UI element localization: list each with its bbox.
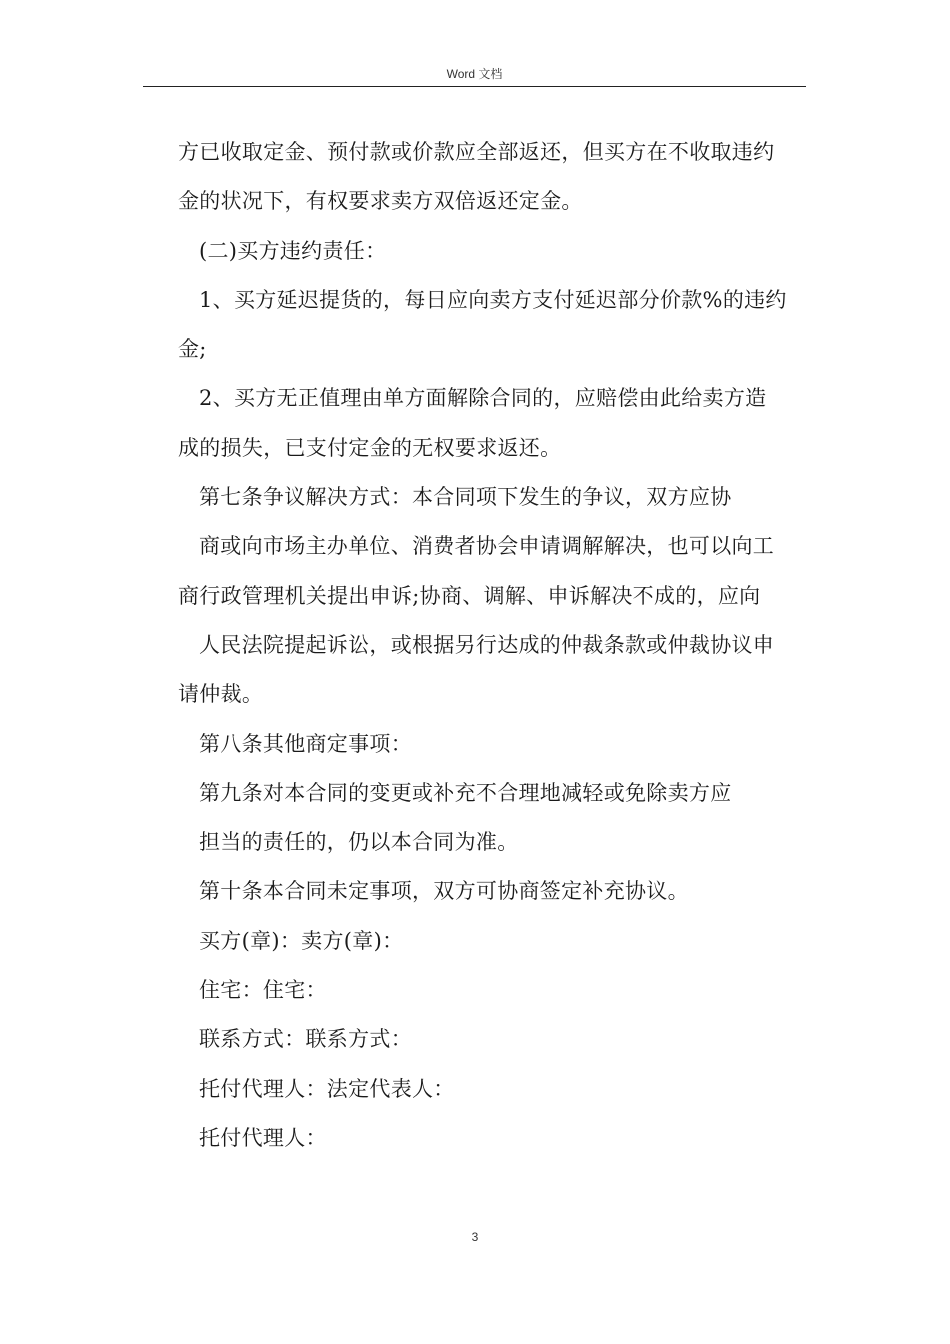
text-line: 第十条本合同未定事项，双方可协商签定补充协议。 xyxy=(199,879,689,904)
text-line: 买方(章)：卖方(章)： xyxy=(199,928,404,953)
text-line: 托付代理人：法定代表人： xyxy=(199,1076,455,1101)
text-line: 金; xyxy=(178,337,207,362)
page-number: 3 xyxy=(471,1230,479,1244)
text-line: 1、买方延迟提货的，每日应向卖方支付延迟部分价款%的违约 xyxy=(199,287,787,312)
text-line: 人民法院提起诉讼，或根据另行达成的仲裁条款或仲裁协议申 xyxy=(199,632,775,657)
text-line: 商行政管理机关提出申诉;协商、调解、申诉解决不成的，应向 xyxy=(178,583,761,608)
text-line: 第八条其他商定事项： xyxy=(199,731,412,756)
text-line: 住宅：住宅： xyxy=(199,978,327,1003)
text-line: 托付代理人： xyxy=(199,1125,327,1150)
page-header: Word 文档 xyxy=(446,67,503,81)
text-line: 第九条对本合同的变更或补充不合理地减轻或免除卖方应 xyxy=(199,780,732,805)
text-line: 金的状况下，有权要求卖方双倍返还定金。 xyxy=(178,189,583,214)
text-line: 联系方式：联系方式： xyxy=(199,1027,412,1052)
text-line: 商或向市场主办单位、消费者协会申请调解解决，也可以向工 xyxy=(199,534,775,559)
document-body xyxy=(178,128,808,1163)
text-line: 第七条争议解决方式：本合同项下发生的争议，双方应协 xyxy=(199,485,732,510)
text-line: 成的损失，已支付定金的无权要求返还。 xyxy=(178,435,562,460)
text-line: 担当的责任的，仍以本合同为准。 xyxy=(199,830,519,855)
text-line: 方已收取定金、预付款或价款应全部返还，但买方在不收取违约 xyxy=(178,140,775,164)
text-line: (二)买方违约责任： xyxy=(199,238,387,263)
text-line: 2、买方无正值理由单方面解除合同的，应赔偿由此给卖方造 xyxy=(199,386,767,411)
text-line: 请仲裁。 xyxy=(178,682,264,707)
header-divider xyxy=(143,86,806,87)
